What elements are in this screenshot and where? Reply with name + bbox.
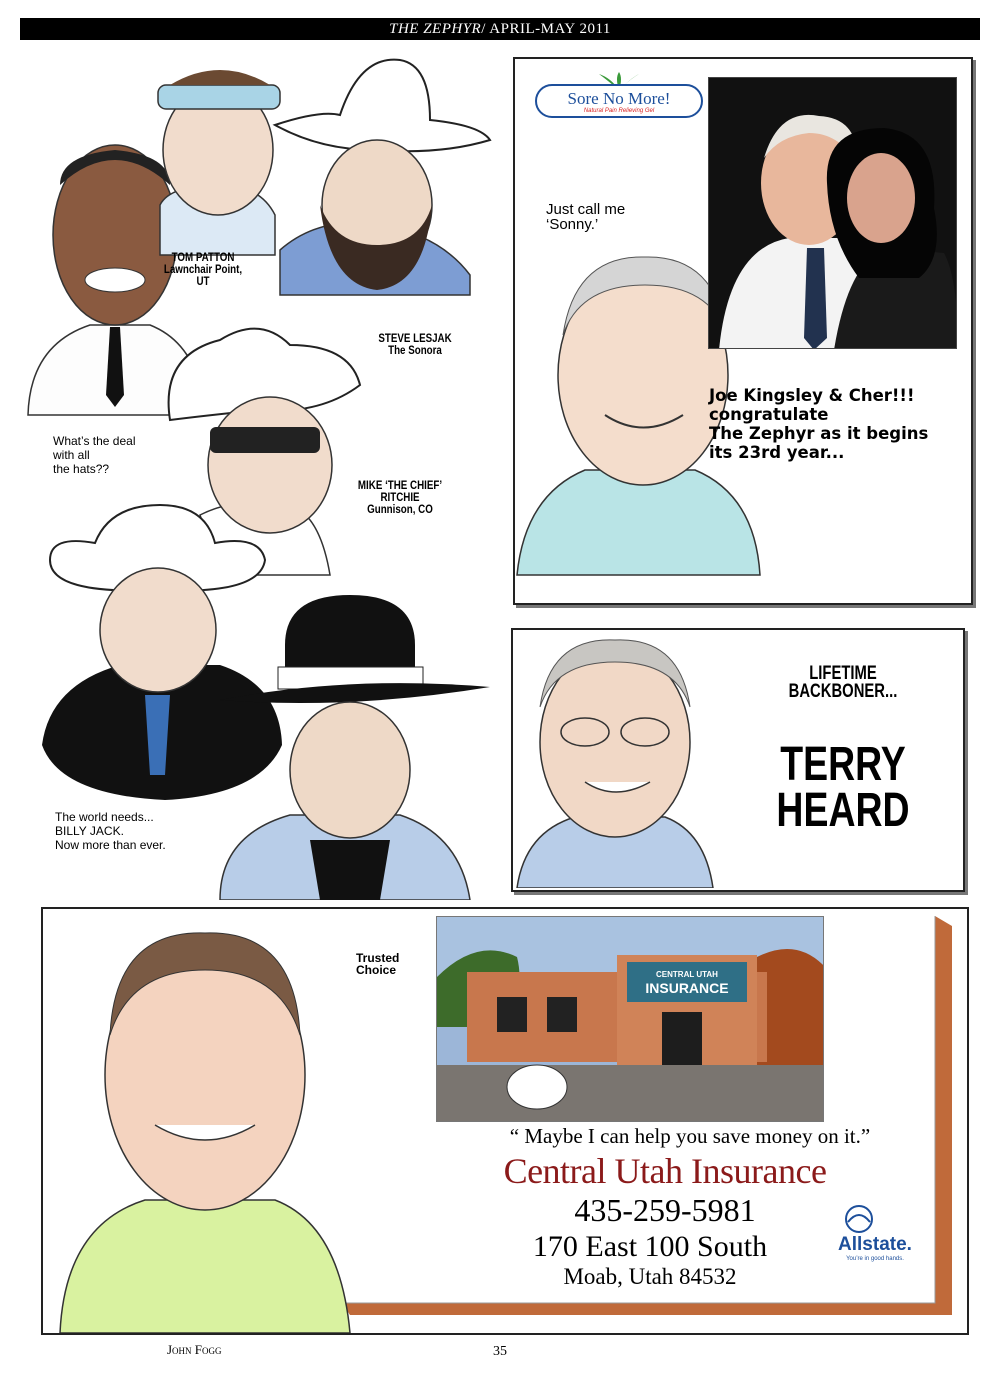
caption-tom-patton [156, 252, 250, 288]
trusted-choice-logo [356, 952, 422, 976]
caption-line: ‘Sonny.’ [546, 216, 599, 233]
caption-line: Joe Kingsley & Cher!!! [709, 386, 915, 405]
caption-hats [53, 434, 136, 476]
caption-line: Now more than ever. [55, 838, 166, 852]
caption-line: LIFETIME [809, 663, 877, 684]
insurance-office-photo-image [437, 917, 824, 1122]
page-header-bar [20, 18, 980, 40]
insurance-city: Moab, Utah 84532 [563, 1264, 737, 1289]
caricature-terry-heard [515, 632, 715, 888]
insurance-phone: 435-259-5981 [574, 1192, 756, 1228]
caption-sonny [546, 202, 625, 232]
publication-title: THE ZEPHYR [389, 21, 482, 37]
caption-line: BACKBONER... [788, 681, 898, 702]
caption-line: HEARD [776, 784, 910, 837]
logo-tagline: Natural Pain Relieving Gel [583, 108, 655, 114]
caption-mike-ritchie [349, 480, 451, 516]
caption-line: What’s the deal [53, 434, 136, 448]
insurance-tagline: “ Maybe I can help you save money on it.” [509, 1124, 871, 1148]
caption-steve-lesjak [368, 333, 462, 357]
caption-line: with all [53, 448, 90, 462]
caption-line: its 23rd year... [709, 443, 845, 462]
caption-line: Gunnison, CO [367, 504, 433, 516]
caption-line: the hats?? [53, 462, 110, 476]
caption-line: TOM PATTON [171, 252, 235, 264]
joe-and-cher-photo [708, 77, 957, 349]
caption-line: Lawnchair Point, [163, 264, 243, 276]
insurance-company-name: Central Utah Insurance [503, 1151, 827, 1191]
caption-billy-jack [55, 810, 166, 852]
caption-line: MIKE ‘THE CHIEF’ [357, 480, 443, 492]
allstate-wordmark: Allstate. [838, 1234, 912, 1255]
allstate-tagline: You’re in good hands. [846, 1256, 904, 1262]
insurance-office-photo [436, 916, 824, 1122]
caption-line: BILLY JACK. [55, 824, 124, 838]
caption-line: STEVE LESJAK [378, 333, 452, 345]
issue-date: / APRIL-MAY 2011 [481, 21, 611, 37]
logo-wordmark: Sore No More! [535, 84, 703, 118]
caricature-steve-lesjak [275, 60, 490, 295]
caricature-tom-patton [158, 70, 280, 255]
insurance-address: 170 East 100 South [532, 1230, 768, 1263]
logo-line: Trusted [356, 951, 400, 965]
caption-line: UT [196, 276, 210, 288]
joe-and-cher-photo-image [709, 78, 957, 349]
caption-line: The Zephyr as it begins [709, 424, 929, 443]
page-number: 35 [493, 1344, 507, 1359]
caption-line: The Sonora [388, 345, 442, 357]
caricature-group-illustration [20, 55, 500, 900]
caption-line: Just call me [546, 201, 626, 218]
logo-line: Choice [356, 963, 397, 977]
sore-no-more-logo [535, 72, 703, 124]
caption-line: The world needs... [55, 810, 154, 824]
caption-line: TERRY [780, 738, 906, 791]
caption-line: congratulate [709, 405, 829, 424]
caricature-cowboy-vest [42, 505, 282, 800]
caricature-insurance-agent [55, 915, 355, 1333]
lifetime-backboner-label [785, 665, 902, 701]
office-sign-line: CENTRAL UTAH [656, 970, 718, 979]
joe-kingsley-caption [709, 386, 928, 462]
allstate-hands-icon [840, 1204, 878, 1234]
allstate-logo [820, 1204, 930, 1262]
caption-line: RITCHIE [380, 492, 420, 504]
office-sign-line: INSURANCE [645, 980, 729, 996]
footer-author: John Fogg [167, 1342, 222, 1357]
terry-heard-name [772, 738, 914, 837]
